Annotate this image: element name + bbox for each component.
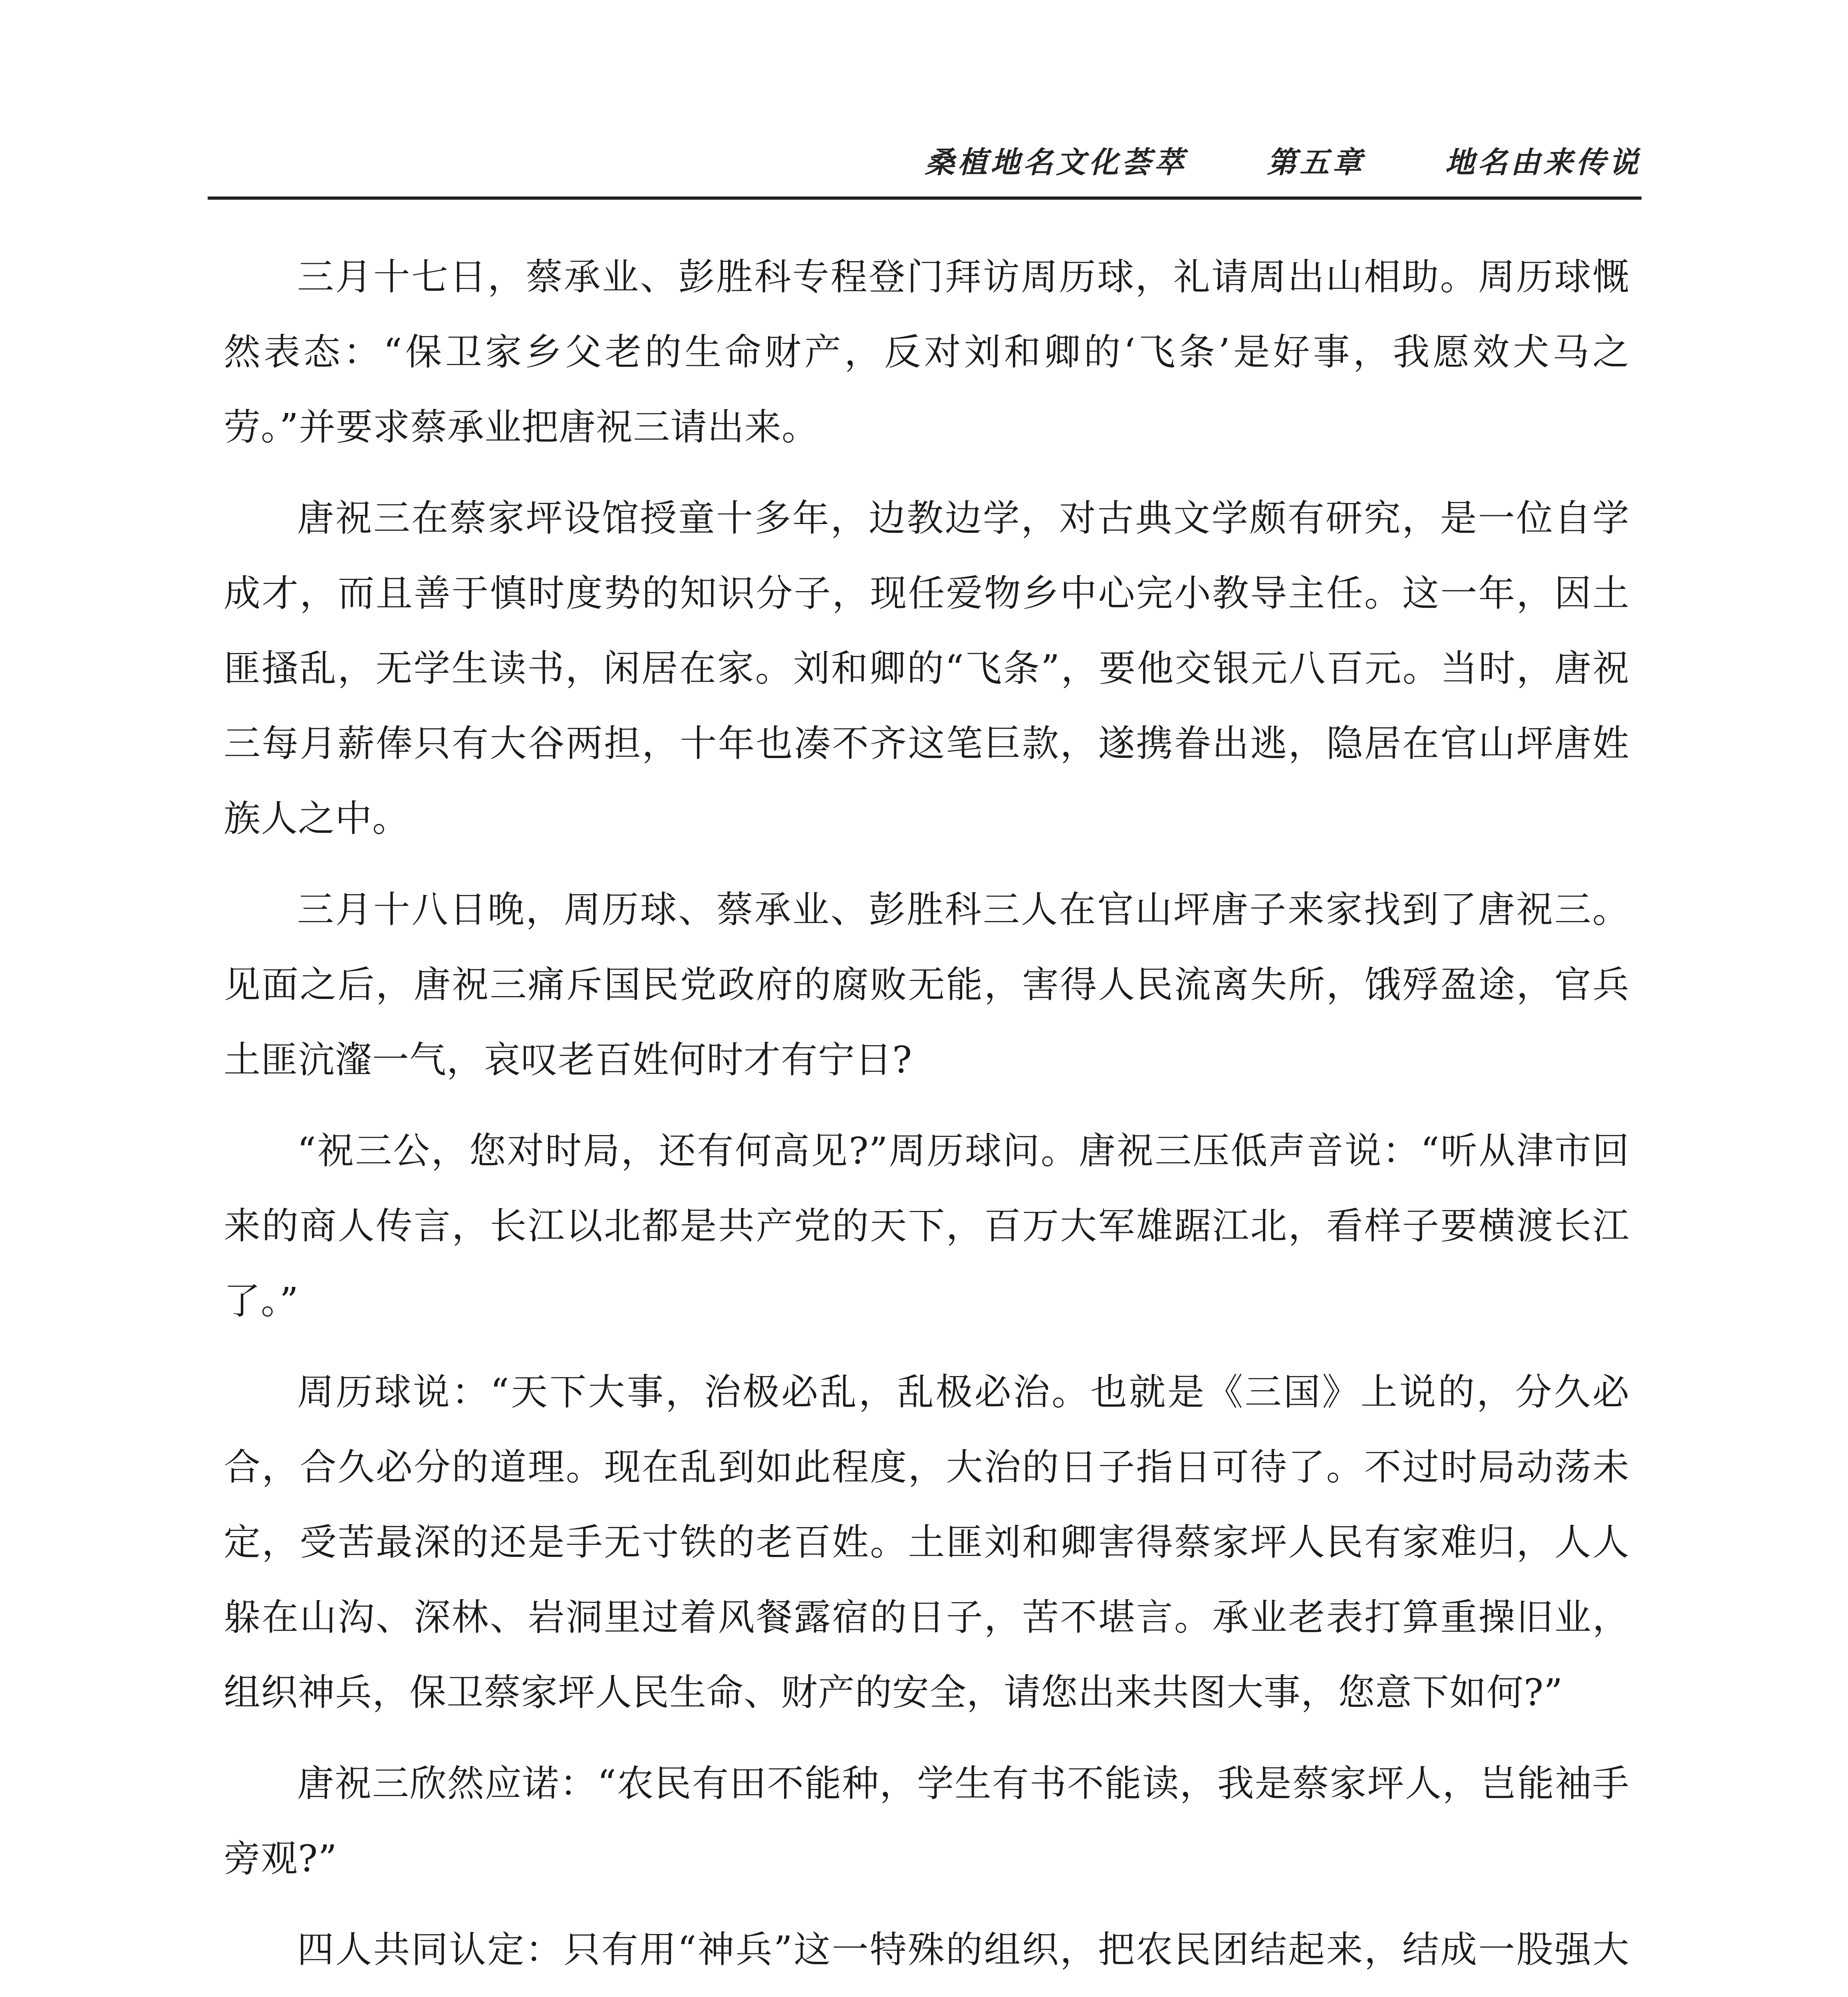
- paragraph: 唐祝三在蔡家坪设馆授童十多年，边教边学，对古典文学颇有研究，是一位自学成才，而且善于慎时度势的知识分子，现任爱物乡中心完小教导主任。这一年，因土匪搔乱，无学生读书，闲居在家。刘和卿的“飞条”，要他交银元八百元。当时，唐祝三每月薪俸只有大谷两担，十年也凑不齐这笔巨款，遂携眷出逃，隐居在官山坪唐姓族人之中。: [224, 497, 1630, 840]
- header-chapter-title: 地名由来传说: [1445, 145, 1642, 180]
- running-header: [208, 136, 1642, 200]
- header-book-title: 桑植地名文化荟萃: [925, 145, 1187, 180]
- paragraph: 唐祝三欣然应诺：“农民有田不能种，学生有书不能读，我是蔡家坪人，岂能袖手旁观?”: [224, 1762, 1630, 1880]
- paragraph: 四人共同认定：只有用“神兵”这一特殊的组织，把农民团结起来，结成一股强大: [297, 1928, 1630, 1971]
- paragraph: 三月十七日，蔡承业、彭胜科专程登门拜访周历球，礼请周出山相助。周历球慨然表态：“保卫家乡父老的生命财产，反对刘和卿的‘飞条’是好事，我愿效犬马之劳。”并要求蔡承业把唐祝三请出来。: [224, 256, 1630, 449]
- header-chapter-label: 第五章: [1267, 145, 1365, 180]
- paragraph: 周历球说：“天下大事，治极必乱，乱极必治。也就是《三国》上说的，分久必合，合久必分的道理。现在乱到如此程度，大治的日子指日可待了。不过时局动荡未定，受苦最深的还是手无寸铁的老百姓。土匪刘和卿害得蔡家坪人民有家难归，人人躲在山沟、深林、岩洞里过着风餐露宿的日子，苦不堪言。承业老表打算重操旧业，组织神兵，保卫蔡家坪人民生命、财产的安全，请您出来共图大事，您意下如何?”: [224, 1371, 1630, 1714]
- body-text: [224, 240, 1630, 1997]
- paragraph: “祝三公，您对时局，还有何高见?”周历球问。唐祝三压低声音说：“听从津市回来的商人传言，长江以北都是共产党的天下，百万大军雄踞江北，看样子要横渡长江了。”: [224, 1130, 1630, 1322]
- paragraph: 三月十八日晚，周历球、蔡承业、彭胜科三人在官山坪唐子来家找到了唐祝三。见面之后，唐祝三痛斥国民党政府的腐败无能，害得人民流离失所，饿殍盈途，官兵土匪沆瀣一气，哀叹老百姓何时才有宁日?: [224, 888, 1630, 1081]
